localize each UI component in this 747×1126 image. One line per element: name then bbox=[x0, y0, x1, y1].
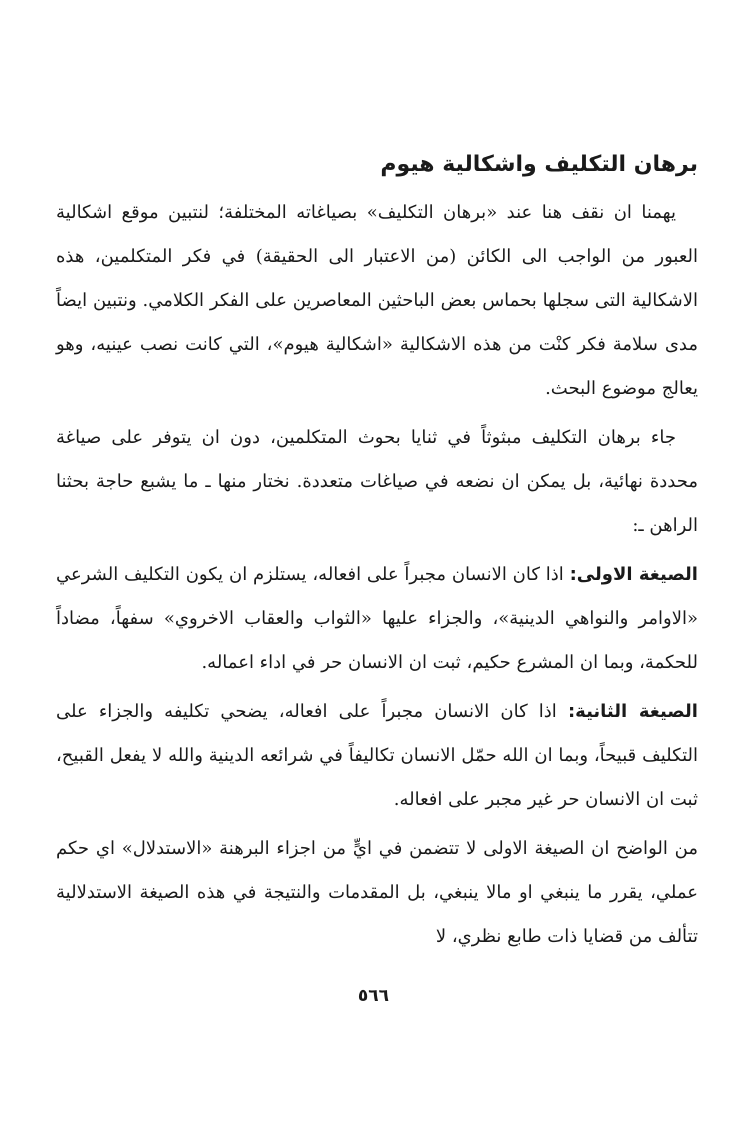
paragraph-3 bbox=[56, 553, 698, 685]
page-body bbox=[56, 145, 698, 964]
paragraph-5: من الواضح ان الصيغة الاولى لا تتضمن في ايٍّ من اجزاء البرهنة «الاستدلال» اي حكم عملي، يقرر ما ينبغي او مالا ينبغي، بل المقدمات والنتيجة في هذه الصيغة الاستدلالية تتألف من قضايا ذات طابع نظري، لا bbox=[56, 838, 698, 947]
first-formulation-text: اذا كان الانسان مجبراً على افعاله، يستلزم ان يكون التكليف الشرعي «الاوامر والنواهي الدينية»، والجزاء عليها «الثواب والعقاب الاخروي» سفهاً، مضاداً للحكمة، وبما ان المشرع حكيم، ثبت ان الانسان حر في اداء اعماله. bbox=[56, 564, 698, 673]
section-heading: برهان التكليف واشكالية هيوم bbox=[380, 152, 698, 177]
paragraph-2: جاء برهان التكليف مبثوثاً في ثنايا بحوث المتكلمين، دون ان يتوفر على صياغة محددة نهائية، بل يمكن ان نضعه في صياغات متعددة. نختار منها ـ ما يشبع حاجة بحثنا الراهن ـ: bbox=[56, 427, 698, 536]
first-formulation-label: الصيغة الاولى: bbox=[569, 564, 698, 585]
paragraph-4 bbox=[56, 690, 698, 822]
second-formulation-label: الصيغة الثانية: bbox=[567, 701, 698, 722]
page-number: ٥٦٦ bbox=[357, 986, 390, 1006]
paragraph-1: يهمنا ان نقف هنا عند «برهان التكليف» بصياغاته المختلفة؛ لنتبين موقع اشكالية العبور من الواجب الى الكائن (من الاعتبار الى الحقيقة) في فكر المتكلمين، هذه الاشكالية التى سجلها بحماس بعض الباحثين المعاصرين على الفكر الكلامي. ونتبين ايضاً مدى سلامة فكر كنْت من هذه الاشكالية «اشكالية هيوم»، التي كانت نصب عينيه، وهو يعالج موضوع البحث. bbox=[56, 202, 698, 399]
second-formulation-text: اذا كان الانسان مجبراً على افعاله، يضحي تكليفه والجزاء على التكليف قبيحاً، وبما ان الله حمّل الانسان تكاليفاً في شرائعه الدينية والله لا يفعل القبيح، ثبت ان الانسان حر غير مجبر على افعاله. bbox=[56, 701, 698, 810]
